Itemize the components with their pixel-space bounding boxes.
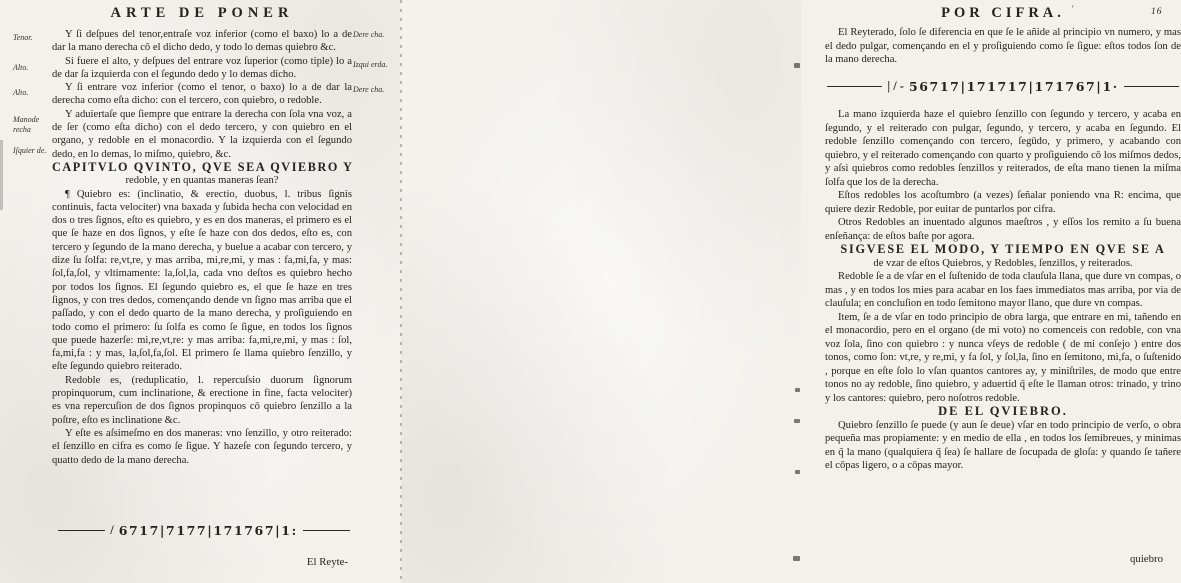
scan-smudge (0, 140, 3, 210)
paragraph-advertencia: Y aduiertaſe que ſiempre que entrare la derecha con ſola vna voz, a de ſer (como eſta dicho) con el dedo tercero, y con quiebro en el organo, y redoble en el monacordio. Y la izquierda con el ſegundo dedo, en lo demas, lo miſmo, quiebro, &c. (52, 108, 352, 160)
paragraph-item: Item, ſe a de vſar en todo principio de obra larga, que entrare en mi, tañendo en el monacordio, pero en el organo (de mi voto) no comenceis con redoble, con vna voz ſola, ſino con quiebro : y nunca vſeys de redoble ( de mi conſejo ) entre dos tonos, como ſon: vt,re, y re,mi, y fa ſol, y ſol,la, ſino en ſemitono, mi,fa, o ſuſtenido , porque en eſte ſolo lo vſan quantos cantores ay, y miniſtriles, de modo que entre tonos no ay redoble, ſino quiebro, y aduertid q̃ eſte le llaman otros: trinado, y trino y los cantores: quiebro, pero noſotros redoble. (825, 311, 1181, 404)
catchword-left: El Reyte- (306, 556, 348, 568)
scan-artifact (795, 388, 800, 392)
left-page (0, 0, 400, 583)
margin-note-mano: Manode recha (13, 115, 40, 134)
paragraph-dos-maneras: Y eſte es aſsimeſmo en dos maneras: vno ſenzillo, y otro reiterado: el ſenzillo en cifra es como ſe ſigue. Y hazeſe con ſegundo tercero, y quatto dedo de la mano derecha. (52, 427, 352, 466)
paragraph-tenor: Y ſi deſpues del tenor,entraſe voz inferior (como el baxo) lo a de dar la mano derecha cō el dicho dedo, y todo lo demas quiebro &c. (52, 29, 352, 54)
paragraph-quiebro-def: ¶ Quiebro es: (inclinatio, & erectio, duobus, l. tribus ſignis continuis, facta velociter) vna baxada y ſubida hecha con velocidad en dos o tres ſignos, eſto es quiebro, y es en dos maneras, el primero es el que ſe haze en dos ſignos, y eſte ſe haze con dos dedos, eſto es, con tercero y ſegundo de la mano derecha, y buelue a acabar con tercero, y dize ſu ſolfa: re,vt,re, y mas arriba, mi,re,mi, y mas : fa,mi,fa, y mas: ſol,fa,ſol, y vltimamente: la,ſol,la, cada vno deſtos es quiebro hecho por todos los ſignos. El ſegundo quiebro es, el que ſe haze en tres ſignos, y con tres dedos, començando dende vn ſigno mas arriba que el paſſado, y con el dedo quarto de la mano derecha, y proſiguiendo en todo como el primero: ſu ſolfa es como ſe ſigue, en todos los ſignos que puede hazerſe: mi,re,vt,re: y mas arriba: fa,mi,re,mi, y mas : ſol, fa,mi,fa : y mas, la,ſol,fa,ſol. El primero ſe llama quiebro ſenzillo, y eſte ſegundo quiebro reiterado. (52, 188, 352, 373)
section-heading-quiebro: DE EL QVIEBRO. (938, 404, 1068, 418)
right-page (401, 0, 1181, 583)
rule-line (827, 86, 882, 87)
paragraph-otros-redobles: Otros Redobles an inuentado algunos maeſtros , y eſſos los remito a ſu buena enſeñança: de eſtos baſte por agora. (825, 217, 1181, 242)
margin-note-derecha-1: Dere cha. (353, 30, 385, 39)
margin-note-izquierda-2: Izqui erda. (353, 60, 388, 69)
margin-note-tenor: Tenor. (13, 33, 33, 42)
cifra-prefix: / (110, 523, 114, 537)
paragraph-redoble-uso: Redoble ſe a de vſar en el ſuſtenido de toda clauſula llana, que dure vn compas, o mas , y en todos los mies para acabar en los faes immediatos mas arriba, por via de clauſula; en concluſion en todo ſemitono mayor llano, que dure vn compas. (825, 271, 1181, 309)
scan-artifact (794, 63, 800, 68)
paragraph-mano-izquierda: La mano izquierda haze el quiebro ſenzillo con ſegundo y tercero, y acaba en ſegundo, y el reiterado con pulgar, ſegundo, y tercero, y acaba en ſegundo. El redoble ſenzillo començando con tercero, ſegūdo, y primero, y acabando con quiebro, y el reiterado començando con quarto y proſiguiendo cō los miſmos dedos, y aſsi quiebros como redobles ſenzillos y reiterados, de eſta mano tienen la miſma ſolfa que los de la derecha. (825, 109, 1181, 188)
margin-note-alto-2: Alto. (13, 88, 29, 97)
left-text-column (52, 28, 352, 467)
scan-artifact (795, 470, 800, 474)
rule-line (1124, 86, 1179, 87)
scan-artifact (794, 419, 800, 423)
cifra-notation-left (58, 523, 350, 538)
right-running-head: POR CIFRA. (941, 5, 1065, 21)
section-heading-modo: SIGVESE EL MODO, Y TIEMPO EN QVE SE A (840, 242, 1166, 256)
catchword-right: quiebro (1130, 553, 1163, 565)
left-running-head: ARTE DE PONER (110, 5, 294, 21)
paragraph-inferior: Y ſi entrare voz inferior (como el tenor, o baxo) lo a de dar la derecha como eſta dicho: con el tercero, con quiebro, o redoble. (52, 82, 352, 107)
scan-artifact (793, 556, 800, 561)
chapter-subheading: redoble, y en quantas maneras ſean? (125, 175, 279, 187)
right-text-column (825, 26, 1181, 473)
rule-line (303, 530, 350, 531)
margin-note-izquierda: Iſquier de. (13, 146, 47, 155)
cifra-prefix: | / - (887, 78, 904, 93)
paragraph-reyterado: El Reyterado, ſolo ſe diferencia en que ſe le añide al principio vn numero, y mas el dedo pulgar, començando en el y proſiguiendo como ſe ſigue: eſtos todos ſon de la mano derecha. (825, 27, 1181, 65)
ink-spot: ' (1072, 4, 1074, 14)
cifra-notation-right (827, 80, 1179, 94)
paragraph-senal-r: Eſtos redobles los acoſtumbro (a vezes) ſeñalar poniendo vna R: encima, que quiere dezir Redoble, por euitar de puntarlos por cifra. (825, 190, 1181, 215)
margin-note-alto-1: Alto. (13, 63, 29, 72)
page-fold-divider (400, 0, 402, 583)
cifra-digits: 56717|171717|171767|1· (908, 78, 1119, 94)
cifra-digits: 6717|7177|171767|1: (118, 523, 298, 538)
paragraph-quiebro-uso: Quiebro ſenzillo ſe puede (y aun ſe deue) vſar en todo principio de verſo, o obra pequeña mas propiamente: y en medio de ella , en todos los ſemibreues, y minimas en q̃ la mano (qualquiera q̃ ſea) ſe hallare de ſocupada de gloſa: y quando ſe tañere el cōpas ligero, o a cōpas mayor. (825, 419, 1181, 471)
rule-line (58, 530, 105, 531)
section-subheading-modo: de vzar de eſtos Quiebros, y Redobles, ſenzillos, y reiterados. (873, 257, 1133, 269)
page-number: 16 (1151, 7, 1163, 17)
paragraph-alto: Si fuere el alto, y deſpues del entrare voz ſuperior (como tiple) lo a de dar ſa izquierda con el ſegundo dedo y lo demas dicho. (52, 55, 352, 80)
margin-note-derecha-2: Dere cha. (353, 85, 385, 94)
chapter-heading: CAPITVLO QVINTO, QVE SEA QVIEBRO Y (52, 159, 354, 174)
paragraph-redoble-def: Redoble es, (reduplicatio, l. repercuſsio duorum ſignorum propinquorum, cum inclinatione, & erectione in fine, facta velociter) es vna repercuſion de dos ſignos propinquos cō quiebro ſenzillo a la poſtre, eſto es inclinatione &c. (52, 374, 352, 426)
